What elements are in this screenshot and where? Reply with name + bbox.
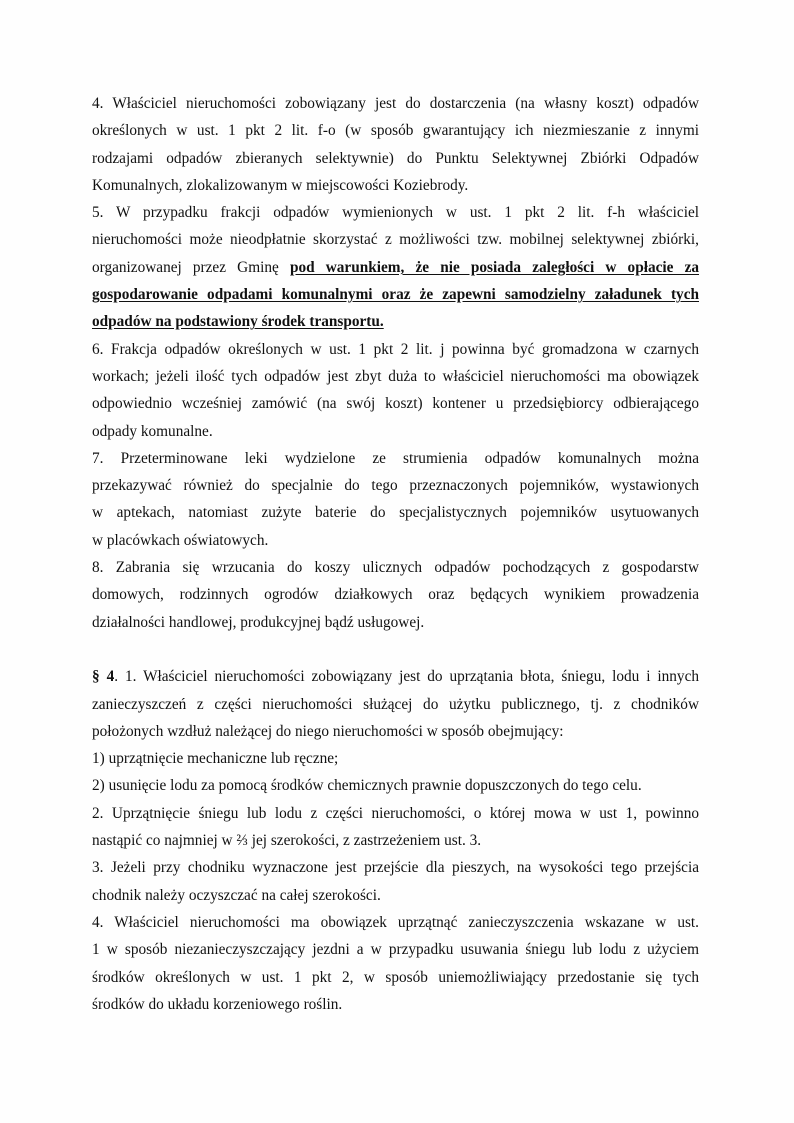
text-segment: 2. Uprzątnięcie śniegu lub lodu z części nieruchomości, o której mowa w ust 1, powinno bbox=[92, 804, 699, 822]
text-segment: środków do układu korzeniowego roślin. bbox=[92, 995, 343, 1013]
paragraph-p4-item5 bbox=[92, 199, 699, 335]
text-segment: położonych wzdłuż należącej do niego nieruchomości w sposób obejmujący: bbox=[92, 722, 564, 740]
text-line bbox=[92, 745, 699, 772]
text-segment: środków określonych w ust. 1 pkt 2, w sposób uniemożliwiający przedostanie się tych bbox=[92, 968, 699, 986]
text-line bbox=[92, 609, 699, 636]
text-line bbox=[92, 554, 699, 581]
text-line bbox=[92, 336, 699, 363]
paragraph-p4-item4 bbox=[92, 90, 699, 199]
text-segment: zanieczyszczeń z części nieruchomości służącej do użytku publicznego, tj. z chodników bbox=[92, 695, 699, 713]
paragraph-p4-item8 bbox=[92, 554, 699, 636]
emphasized-underlined-text: pod warunkiem, że nie posiada zaległości w opłacie za bbox=[289, 258, 700, 276]
text-segment: w aptekach, natomiast zużyte baterie do specjalistycznych pojemników usytuowanych bbox=[92, 504, 699, 522]
text-segment: chodnik należy oczyszczać na całej szerokości. bbox=[92, 886, 381, 904]
text-line bbox=[92, 472, 699, 499]
text-segment: 4. Właściciel nieruchomości ma obowiązek uprzątnąć zanieczyszczenia wskazane w ust. bbox=[92, 913, 699, 931]
text-line bbox=[92, 800, 699, 827]
text-segment: 8. Zabrania się wrzucania do koszy ulicznych odpadów pochodzących z gospodarstw bbox=[92, 559, 699, 577]
document-body bbox=[92, 90, 699, 1018]
text-line bbox=[92, 281, 699, 308]
paragraph-spacer bbox=[92, 636, 699, 663]
text-line bbox=[92, 718, 699, 745]
text-line bbox=[92, 117, 699, 144]
text-segment: domowych, rodzinnych ogrodów działkowych oraz będących wynikiem prowadzenia bbox=[92, 586, 699, 604]
text-line bbox=[92, 772, 699, 799]
text-line bbox=[92, 172, 699, 199]
text-segment: organizowanej przez Gminę bbox=[92, 258, 290, 276]
paragraph-p4-item6 bbox=[92, 336, 699, 445]
section-number: § 4 bbox=[92, 668, 115, 686]
paragraph-p4-item7 bbox=[92, 445, 699, 554]
text-line bbox=[92, 390, 699, 417]
text-line bbox=[92, 199, 699, 226]
text-segment: odpady komunalne. bbox=[92, 422, 213, 440]
text-line bbox=[92, 964, 699, 991]
text-segment: . 1. Właściciel nieruchomości zobowiązany jest do uprzątania błota, śniegu, lodu i innych bbox=[114, 668, 700, 686]
text-line bbox=[92, 909, 699, 936]
text-segment: określonych w ust. 1 pkt 2 lit. f-o (w sposób gwarantujący ich niezmieszanie z innymi bbox=[92, 122, 699, 140]
text-segment: 3. Jeżeli przy chodniku wyznaczone jest przejście dla pieszych, na wysokości tego przejścia bbox=[92, 859, 699, 877]
paragraph-s4-item3 bbox=[92, 854, 699, 909]
paragraph-s4-item4 bbox=[92, 909, 699, 1018]
text-line bbox=[92, 827, 699, 854]
text-segment: 4. Właściciel nieruchomości zobowiązany jest do dostarczenia (na własny koszt) odpadów bbox=[92, 95, 699, 112]
text-line bbox=[92, 226, 699, 253]
text-segment: 7. Przeterminowane leki wydzielone ze strumienia odpadów komunalnych można bbox=[92, 449, 699, 467]
text-segment: przekazywać również do specjalnie do tego przeznaczonych pojemników, wystawionych bbox=[92, 477, 699, 495]
text-segment: 1 w sposób niezanieczyszczający jezdni a w przypadku usuwania śniegu lub lodu z użyciem bbox=[92, 941, 699, 959]
text-segment: rodzajami odpadów zbieranych selektywnie) do Punktu Selektywnej Zbiórki Odpadów bbox=[92, 149, 699, 167]
text-segment: nastąpić co najmniej w ⅔ jej szerokości, z zastrzeżeniem ust. 3. bbox=[92, 832, 482, 850]
emphasized-underlined-text: odpadów na podstawiony środek transportu. bbox=[92, 313, 384, 331]
text-segment: nieruchomości może nieodpłatnie skorzystać z możliwości tzw. mobilnej selektywnej zbiórki, bbox=[92, 231, 699, 249]
text-line bbox=[92, 308, 699, 335]
text-segment: działalności handlowej, produkcyjnej bądź usługowej. bbox=[92, 613, 425, 631]
text-segment: workach; jeżeli ilość tych odpadów jest zbyt duża to właściciel nieruchomości ma obowiązek bbox=[92, 367, 699, 385]
text-line bbox=[92, 90, 699, 117]
paragraph-s4-item1 bbox=[92, 663, 699, 745]
text-line bbox=[92, 145, 699, 172]
text-segment: 2) usunięcie lodu za pomocą środków chemicznych prawnie dopuszczonych do tego celu. bbox=[92, 777, 642, 795]
text-line bbox=[92, 527, 699, 554]
text-line bbox=[92, 882, 699, 909]
text-line bbox=[92, 936, 699, 963]
text-line bbox=[92, 499, 699, 526]
text-line bbox=[92, 418, 699, 445]
text-line bbox=[92, 991, 699, 1018]
paragraph-s4-item2 bbox=[92, 800, 699, 855]
text-segment: 5. W przypadku frakcji odpadów wymienionych w ust. 1 pkt 2 lit. f-h właściciel bbox=[92, 204, 699, 222]
text-segment: odpowiednio wcześniej zamówić (na swój koszt) kontener u przedsiębiorcy odbierającego bbox=[92, 395, 699, 413]
text-line bbox=[92, 445, 699, 472]
text-line bbox=[92, 363, 699, 390]
paragraph-s4-item1-pt2 bbox=[92, 772, 699, 799]
text-line bbox=[92, 663, 699, 690]
emphasized-underlined-text: gospodarowanie odpadami komunalnymi oraz że zapewni samodzielny załadunek tych bbox=[92, 286, 699, 304]
text-line bbox=[92, 691, 699, 718]
text-segment: w placówkach oświatowych. bbox=[92, 531, 269, 549]
text-line bbox=[92, 581, 699, 608]
text-segment: 6. Frakcja odpadów określonych w ust. 1 pkt 2 lit. j powinna być gromadzona w czarnych bbox=[92, 340, 699, 358]
text-segment: Komunalnych, zlokalizowanym w miejscowości Koziebrody. bbox=[92, 176, 469, 194]
text-segment: 1) uprzątnięcie mechaniczne lub ręczne; bbox=[92, 750, 339, 768]
text-line bbox=[92, 254, 699, 281]
paragraph-s4-item1-pt1 bbox=[92, 745, 699, 772]
text-line bbox=[92, 854, 699, 881]
